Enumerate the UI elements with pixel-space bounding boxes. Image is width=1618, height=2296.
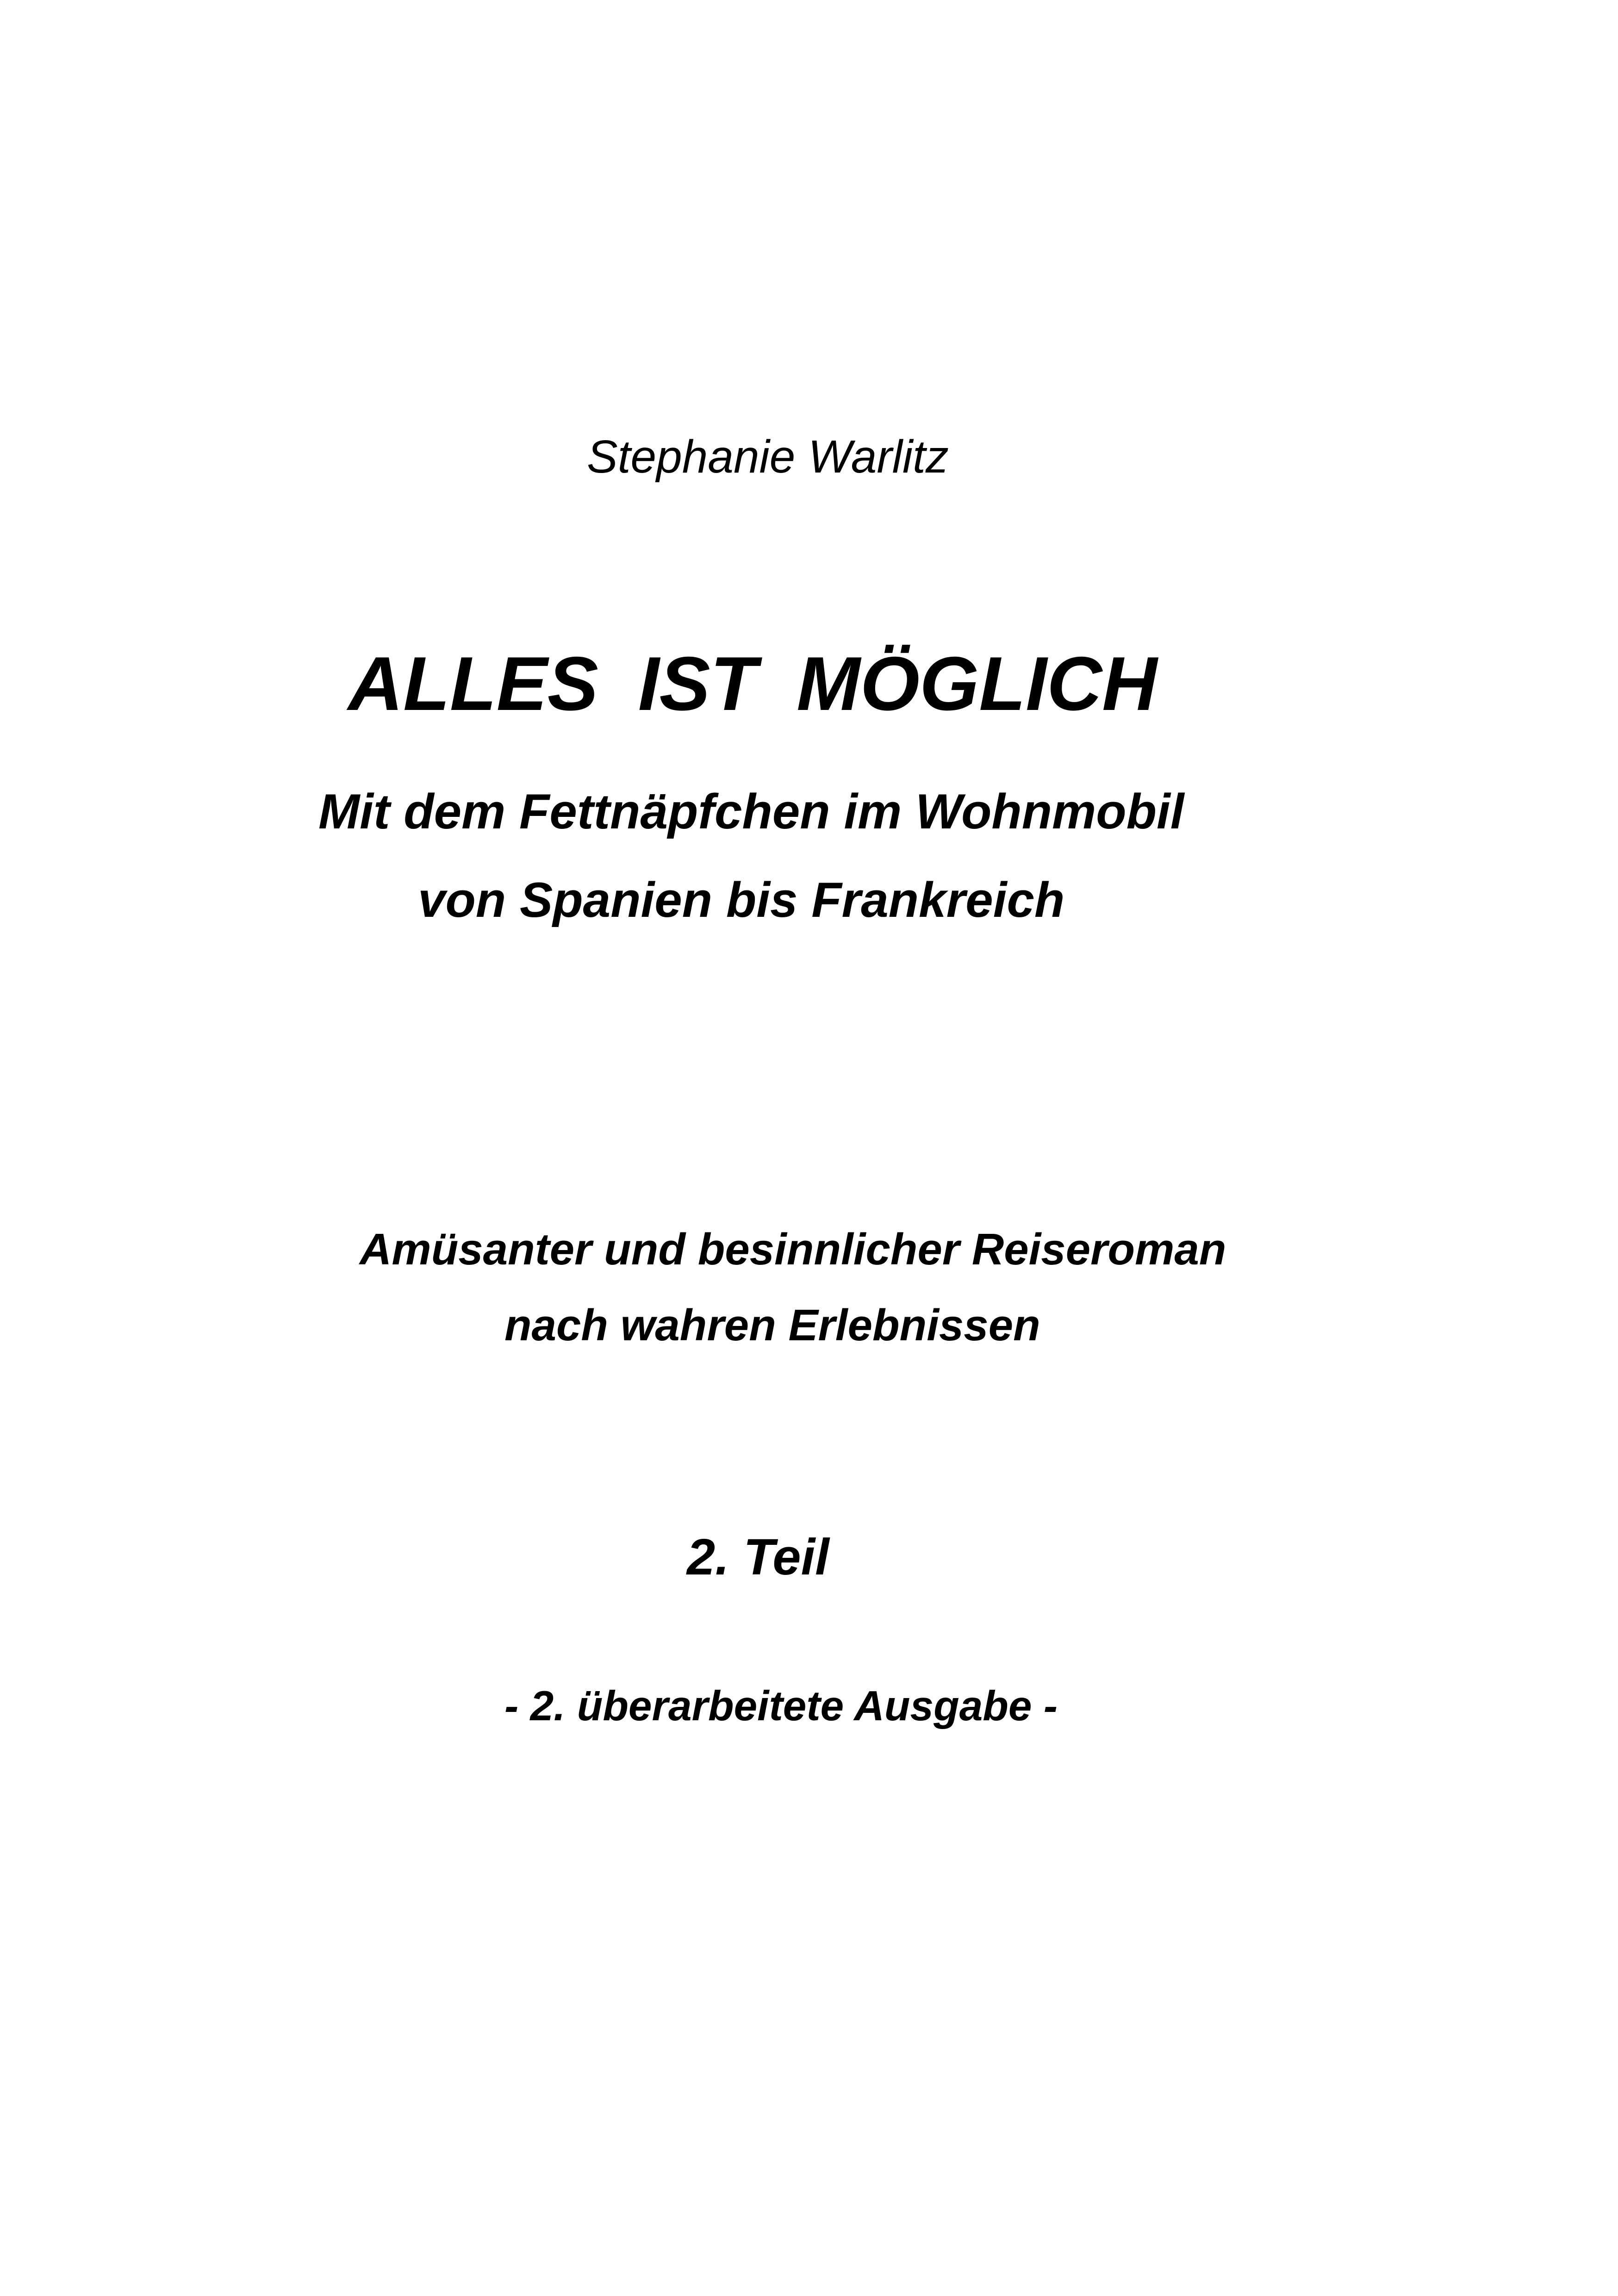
subtitle-line-2: von Spanien bis Frankreich (418, 872, 1065, 927)
edition-note: - 2. überarbeitete Ausgabe - (504, 1683, 1058, 1730)
author-name: Stephanie Warlitz (587, 431, 949, 483)
book-title: ALLES IST MÖGLICH (348, 641, 1157, 726)
part-label: 2. Teil (687, 1529, 829, 1586)
genre-line-2: nach wahren Erlebnissen (504, 1300, 1040, 1350)
subtitle-line-1: Mit dem Fettnäpfchen im Wohnmobil (318, 784, 1184, 839)
genre-line-1: Amüsanter und besinnlicher Reiseroman (360, 1225, 1226, 1274)
